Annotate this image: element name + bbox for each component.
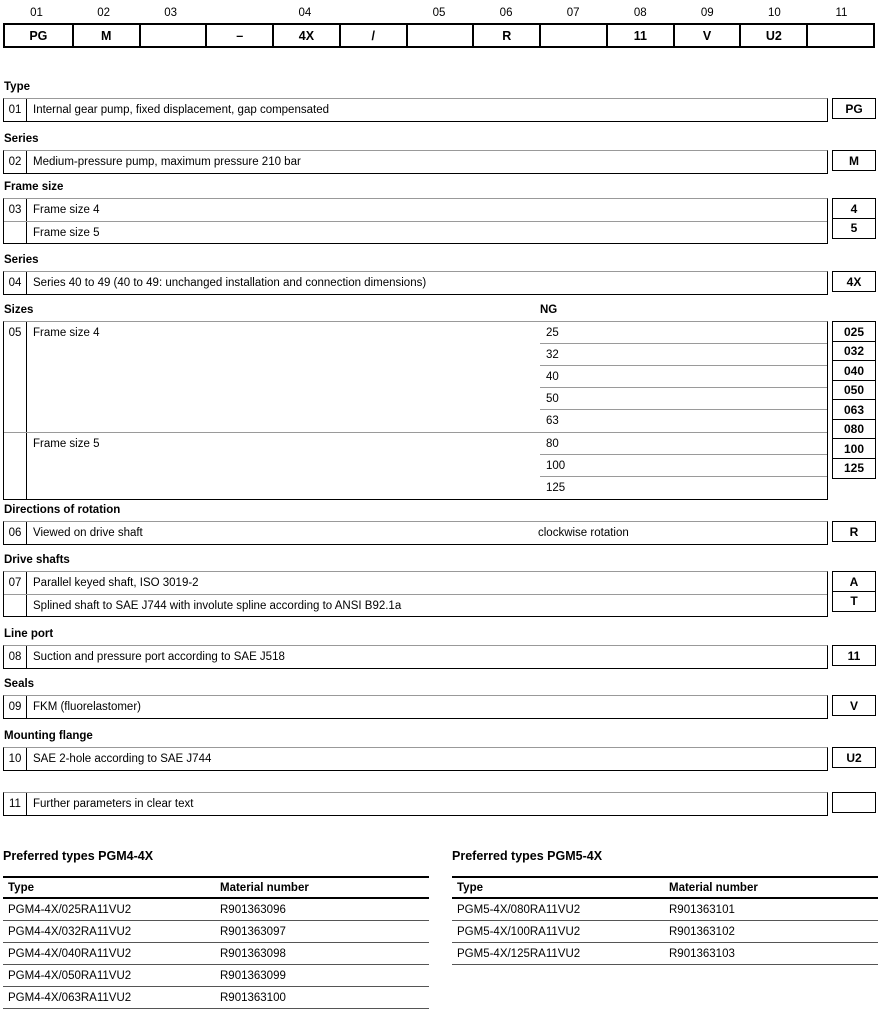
description-table <box>3 571 828 617</box>
frame-size-label: Frame size 5 <box>33 438 100 450</box>
code-block <box>3 521 880 545</box>
pref-col-header-material: Material number <box>669 881 758 894</box>
row-number <box>4 433 27 499</box>
pref-material-number: R901363097 <box>220 925 286 938</box>
grid-position-label: 09 <box>700 7 714 19</box>
row-number: 08 <box>4 646 27 668</box>
ng-value: 63 <box>546 415 559 427</box>
description-table <box>3 521 828 545</box>
pref-col-header-type: Type <box>8 881 34 894</box>
pref-type-value: PGM4-4X/025RA11VU2 <box>8 903 132 916</box>
pref-col-header-type: Type <box>457 881 483 894</box>
ng-value: 80 <box>540 433 827 455</box>
code-block <box>3 695 880 719</box>
code-value: 032 <box>832 341 876 362</box>
grid-position-label: 05 <box>432 7 446 19</box>
section-heading: Series <box>4 133 39 145</box>
section-heading: Seals <box>4 678 35 690</box>
code-value: T <box>832 591 876 612</box>
code-block <box>3 571 880 617</box>
frame-size-label: Frame size 4 <box>33 327 100 339</box>
section-heading: Series <box>4 254 39 266</box>
row-description: Parallel keyed shaft, ISO 3019-2 <box>33 577 199 589</box>
row-number <box>4 222 27 243</box>
code-block <box>3 271 880 295</box>
row-description: Further parameters in clear text <box>33 798 194 810</box>
ng-column <box>540 433 827 499</box>
grid-code-cell: 4X <box>272 25 339 46</box>
ng-value: 25 <box>540 322 827 344</box>
preferred-types-title: Preferred types PGM5-4X <box>452 849 603 863</box>
code-value: M <box>832 150 876 171</box>
code-value: U2 <box>832 747 876 768</box>
ordering-section <box>3 730 880 771</box>
row-number: 02 <box>4 151 27 173</box>
section-heading: Line port <box>4 628 54 640</box>
row-description: Viewed on drive shaft <box>33 527 143 539</box>
code-value: 063 <box>832 399 876 420</box>
pref-material-number: R901363096 <box>220 903 286 916</box>
code-value: 4X <box>832 271 876 292</box>
row-description: SAE 2-hole according to SAE J744 <box>33 753 212 765</box>
ordering-section <box>3 254 880 295</box>
pref-table-header <box>452 878 878 899</box>
code-value: 040 <box>832 360 876 381</box>
code-value: 11 <box>832 645 876 666</box>
table-row <box>4 696 827 718</box>
code-value: 100 <box>832 438 876 459</box>
code-column <box>832 521 876 542</box>
pref-type-value: PGM4-4X/040RA11VU2 <box>8 947 132 960</box>
ng-column <box>540 322 827 432</box>
grid-code-cell: PG <box>29 28 48 43</box>
table-row <box>4 793 827 815</box>
code-value: 5 <box>832 218 876 239</box>
grid-position-label: 11 <box>835 7 848 19</box>
ordering-section <box>3 678 880 719</box>
code-value: A <box>832 571 876 592</box>
pref-material-number: R901363101 <box>669 903 735 916</box>
code-column <box>832 98 876 119</box>
grid-code-cell: M <box>72 25 139 46</box>
row-description: Suction and pressure port according to SAE J518 <box>33 651 285 663</box>
pref-material-number: R901363099 <box>220 969 286 982</box>
grid-code-cell: R <box>472 25 539 46</box>
ng-value: 100 <box>540 455 827 477</box>
ordering-section <box>3 81 880 122</box>
row-description: Medium-pressure pump, maximum pressure 210 bar <box>33 156 301 168</box>
row-description: Splined shaft to SAE J744 with involute spline according to ANSI B92.1a <box>33 599 402 612</box>
code-value: 125 <box>832 458 876 479</box>
pref-col-header-material: Material number <box>220 881 309 894</box>
grid-position-labels <box>3 7 875 20</box>
section-heading: Sizes <box>4 304 34 316</box>
grid-position-label <box>338 7 405 20</box>
grid-code-cell: 11 <box>606 25 673 46</box>
description-table <box>3 98 828 122</box>
grid-code-cell: U2 <box>739 25 806 46</box>
row-number: 01 <box>4 99 27 121</box>
ng-value: 40 <box>540 366 827 388</box>
grid-code-cell: V <box>673 25 740 46</box>
pref-material-number: R901363098 <box>220 947 286 960</box>
grid-code-cells <box>3 23 875 48</box>
ordering-section <box>3 133 880 174</box>
row-description: Frame size 5 <box>33 226 100 239</box>
grid-position-label: 02 <box>97 7 110 19</box>
preferred-types-title: Preferred types PGM4-4X <box>3 849 154 863</box>
description-table <box>3 747 828 771</box>
code-block <box>3 98 880 122</box>
code-column <box>832 645 876 666</box>
section-heading: Frame size <box>4 181 64 193</box>
pref-table-row <box>3 899 429 921</box>
code-column <box>832 747 876 768</box>
pref-table-row <box>3 921 429 943</box>
table-row <box>4 572 827 594</box>
table-row <box>4 646 827 668</box>
preferred-types-table <box>452 849 878 1009</box>
pref-material-number: R901363100 <box>220 991 286 1004</box>
code-block <box>3 321 880 500</box>
pref-type-value: PGM4-4X/063RA11VU2 <box>8 991 132 1004</box>
grid-code-cell <box>539 25 606 46</box>
code-column <box>832 321 876 479</box>
pref-type-value: PGM5-4X/100RA11VU2 <box>457 925 581 938</box>
ordering-code-grid <box>3 7 875 48</box>
row-description: Internal gear pump, fixed displacement, gap compensated <box>33 104 329 116</box>
row-description: Frame size 4 <box>33 204 100 216</box>
table-row <box>4 748 827 770</box>
pref-table-row <box>3 987 429 1009</box>
pref-table-header <box>3 878 429 899</box>
code-value: 4 <box>832 198 876 219</box>
row-number: 09 <box>4 696 27 718</box>
grid-code-cell <box>406 25 473 46</box>
pref-table-row <box>452 943 878 965</box>
description-table <box>3 150 828 174</box>
code-column <box>832 695 876 716</box>
row-number: 05 <box>4 322 27 432</box>
row-number: 06 <box>4 522 27 544</box>
description-table <box>3 271 828 295</box>
code-block <box>3 198 880 244</box>
code-value: R <box>832 521 876 542</box>
code-block <box>3 747 880 771</box>
ng-column-header: NG <box>540 304 558 316</box>
pref-type-value: PGM4-4X/032RA11VU2 <box>8 925 132 938</box>
code-value: 025 <box>832 321 876 342</box>
grid-position-label <box>204 7 271 20</box>
description-table <box>3 792 828 816</box>
pref-type-value: PGM5-4X/125RA11VU2 <box>457 947 581 960</box>
code-column <box>832 198 876 239</box>
code-column <box>832 271 876 292</box>
table-row <box>4 99 827 121</box>
code-column <box>832 571 876 612</box>
row-number: 04 <box>4 272 27 294</box>
ordering-section <box>3 504 880 545</box>
grid-code-cell <box>806 25 873 46</box>
section-heading: Mounting flange <box>4 730 93 742</box>
description-table <box>3 645 828 669</box>
ordering-section <box>3 181 880 244</box>
section-heading: Directions of rotation <box>4 504 121 516</box>
ng-value: 32 <box>540 344 827 366</box>
grid-position-label: 10 <box>767 7 781 19</box>
ordering-section <box>3 628 880 669</box>
row-number: 07 <box>4 572 27 594</box>
description-table <box>3 198 828 244</box>
pref-table-body <box>3 876 429 1009</box>
code-column <box>832 792 876 813</box>
size-group <box>4 432 827 499</box>
grid-code-cell: / <box>339 25 406 46</box>
table-row <box>4 151 827 173</box>
preferred-types-tables <box>3 849 880 1009</box>
sizes-table <box>3 321 828 500</box>
rotation-note: clockwise rotation <box>538 527 629 539</box>
ng-value: 125 <box>546 482 566 494</box>
row-number: 10 <box>4 748 27 770</box>
grid-position-label: 08 <box>633 7 647 19</box>
grid-position-label: 07 <box>566 7 580 19</box>
pref-material-number: R901363103 <box>669 947 735 960</box>
row-description: Series 40 to 49 (40 to 49: unchanged installation and connection dimensions) <box>33 277 427 289</box>
row-description: FKM (fluorelastomer) <box>33 701 141 713</box>
pref-table-row <box>3 965 429 987</box>
code-value: PG <box>832 98 876 119</box>
ordering-section <box>3 304 880 500</box>
section-heading: Drive shafts <box>4 554 70 566</box>
code-block <box>3 792 880 816</box>
pref-type-value: PGM5-4X/080RA11VU2 <box>457 903 581 916</box>
code-value: 050 <box>832 380 876 401</box>
ordering-code-sections <box>0 81 880 816</box>
table-row <box>4 594 827 616</box>
pref-type-value: PGM4-4X/050RA11VU2 <box>8 969 132 982</box>
ng-value: 50 <box>540 388 827 410</box>
table-row <box>4 272 827 294</box>
preferred-types-table <box>3 849 429 1009</box>
code-value: 080 <box>832 419 876 440</box>
code-block <box>3 150 880 174</box>
code-value <box>832 792 876 813</box>
pref-table-row <box>3 943 429 965</box>
grid-code-cell <box>139 25 206 46</box>
pref-table-row <box>452 899 878 921</box>
grid-position-label: 03 <box>164 7 178 19</box>
table-row <box>4 199 827 221</box>
pref-material-number: R901363102 <box>669 925 735 938</box>
section-heading-row <box>4 304 880 317</box>
row-number <box>4 595 27 616</box>
grid-code-cell: – <box>205 25 272 46</box>
row-number: 11 <box>4 793 27 815</box>
section-heading: Type <box>4 81 30 93</box>
size-group <box>4 322 827 432</box>
grid-position-label: 04 <box>298 7 312 19</box>
ordering-section <box>3 792 880 816</box>
code-column <box>832 150 876 171</box>
pref-table-row <box>452 921 878 943</box>
pref-table-body <box>452 876 878 965</box>
ordering-section <box>3 554 880 617</box>
table-row <box>4 522 827 544</box>
grid-position-label: 01 <box>30 7 43 19</box>
code-value: V <box>832 695 876 716</box>
table-row <box>4 221 827 243</box>
row-number: 03 <box>4 199 27 221</box>
code-block <box>3 645 880 669</box>
description-table <box>3 695 828 719</box>
grid-position-label: 06 <box>499 7 513 19</box>
